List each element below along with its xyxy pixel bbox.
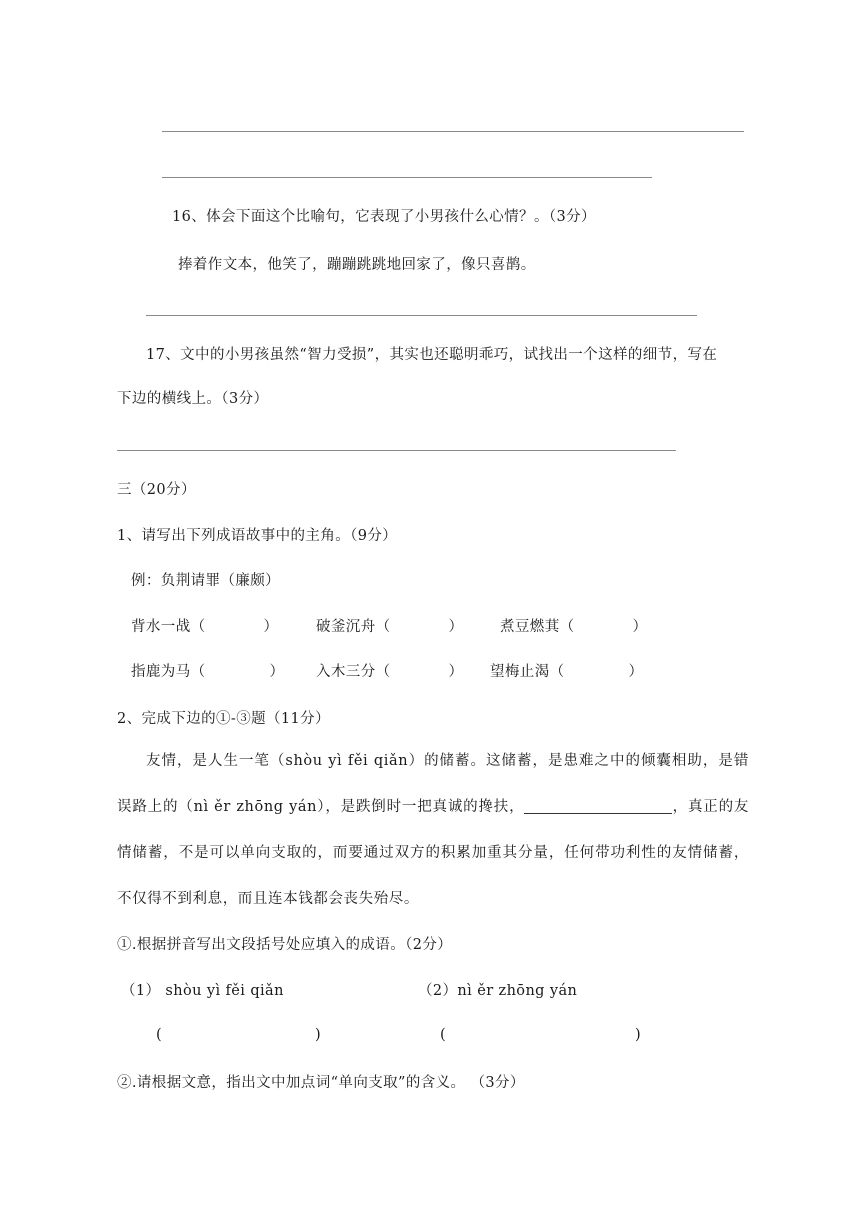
- question-2-title: 2、完成下边的①-③题（11分）: [117, 711, 330, 727]
- idiom-item: [131, 662, 284, 682]
- idiom-text: 望梅止渴（: [490, 664, 565, 680]
- idiom-item: [500, 617, 647, 637]
- idiom-text: 破釜沉舟（: [316, 619, 391, 635]
- idiom-close: ）: [448, 619, 464, 635]
- idiom-item: [316, 662, 463, 682]
- answer-line[interactable]: [162, 131, 744, 132]
- idiom-close: ）: [269, 664, 285, 680]
- question-17-line1: 17、文中的小男孩虽然“智力受损”，其实也还聪明乖巧，试找出一个这样的细节，写在: [146, 347, 718, 363]
- pinyin-prompt-1: （1） shòu yì fěi qiǎn: [121, 983, 284, 999]
- answer-line[interactable]: [117, 450, 676, 451]
- section-3-heading: 三（20分）: [117, 482, 196, 498]
- idiom-text: 背水一战（: [131, 619, 206, 635]
- answer-paren-close: ): [635, 1027, 642, 1043]
- answer-paren-close: ): [315, 1027, 322, 1043]
- question-17-line2: 下边的横线上。（3分）: [117, 391, 269, 407]
- idiom-item: [490, 662, 643, 682]
- answer-paren-open: (: [440, 1027, 447, 1043]
- passage-paragraph: [117, 738, 749, 922]
- pinyin-prompt-2: （2）nì ěr zhōng yán: [418, 983, 578, 999]
- answer-box-2[interactable]: [452, 1025, 632, 1045]
- idiom-item: [131, 617, 278, 637]
- idiom-close: ）: [632, 619, 648, 635]
- question-16-title: 16、体会下面这个比喻句，它表现了小男孩什么心情？。（3分）: [172, 209, 596, 225]
- answer-paren-open: (: [156, 1027, 163, 1043]
- passage-text-part1: 友情，是人生一笔（shòu yì fěi qiǎn）的储蓄。这储蓄，是患难之中的倾囊相助，是错误路上的（nì ěr zhōng yán），是跌倒时一把真诚的搀扶，: [117, 753, 749, 815]
- passage-text-part2: ，真正的友情储蓄，不是可以单向支取的，而要通过双方的积累加重其分量，任何带功利性的友情储蓄，不仅得不到利息，而且连本钱都会丧失殆尽。: [117, 799, 749, 907]
- passage-fill-blank[interactable]: [524, 797, 672, 814]
- idiom-text: 煮豆燃萁（: [500, 619, 575, 635]
- sub-question-1: ①.根据拼音写出文段括号处应填入的成语。（2分）: [117, 937, 453, 953]
- question-16-quote: 捧着作文本，他笑了，蹦蹦跳跳地回家了，像只喜鹊。: [178, 257, 536, 273]
- sub-question-2: ②.请根据文意，指出文中加点词“单向支取”的含义。 （3分）: [117, 1075, 525, 1091]
- idiom-text: 入木三分（: [316, 664, 391, 680]
- idiom-close: ）: [448, 664, 464, 680]
- answer-box-1[interactable]: [168, 1025, 312, 1045]
- idiom-close: ）: [263, 619, 279, 635]
- idiom-example: 例：负荆请罪（廉颇）: [131, 573, 280, 589]
- question-1-title: 1、请写出下列成语故事中的主角。（9分）: [117, 528, 398, 544]
- answer-line[interactable]: [146, 315, 697, 316]
- answer-line[interactable]: [162, 177, 652, 178]
- idiom-item: [316, 617, 463, 637]
- idiom-text: 指鹿为马（: [131, 664, 206, 680]
- idiom-close: ）: [628, 664, 644, 680]
